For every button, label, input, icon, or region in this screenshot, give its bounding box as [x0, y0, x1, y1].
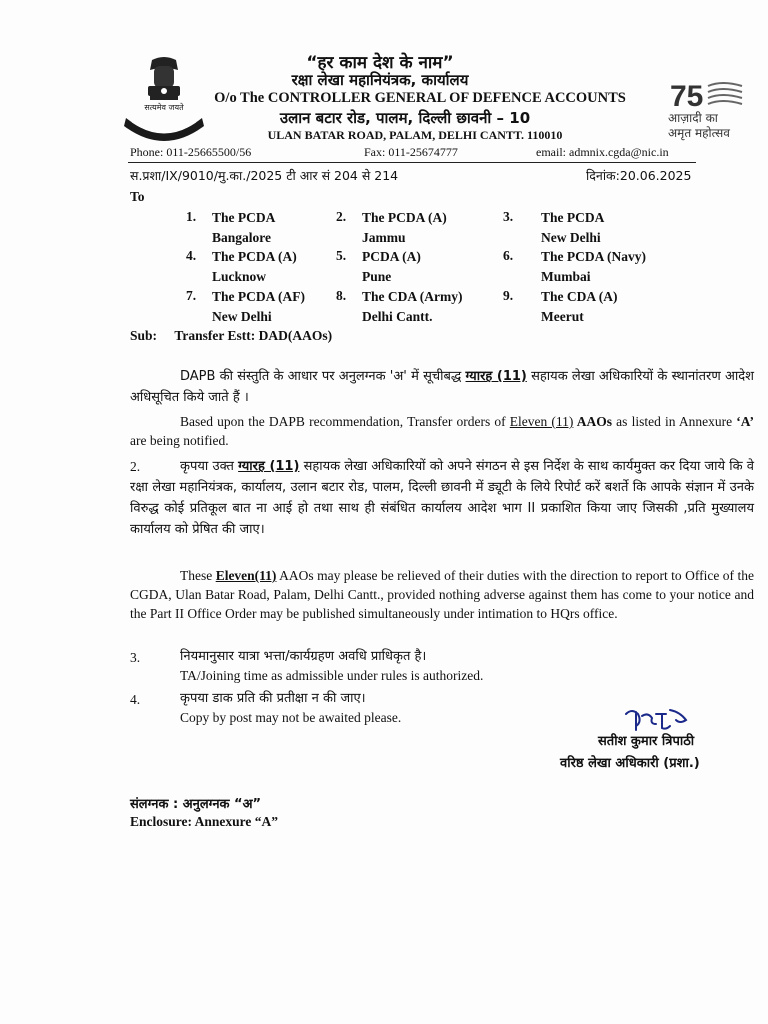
addressee-number: 4.: [186, 248, 197, 263]
addressee-line2: Jammu: [362, 230, 406, 245]
addressee-line2: New Delhi: [541, 230, 601, 245]
addressee-line1: The PCDA (A): [212, 249, 297, 264]
azadi-ka-amrit-mahotsav-logo: [668, 78, 748, 110]
addressee-item: [212, 208, 275, 248]
para1-hindi-count: ग्यारह (11): [465, 369, 527, 384]
para1-english-text: Based upon the DAPB recommendation, Transfer orders of: [180, 414, 510, 429]
subject-text: Transfer Estt: DAD(AAOs): [174, 328, 333, 343]
para1-english: [130, 412, 754, 450]
signatory-designation: वरिष्ठ लेखा अधिकारी (प्रशा.): [560, 756, 700, 771]
letter-date: दिनांक:20.06.2025: [586, 168, 692, 183]
addressee-number: 7.: [186, 288, 197, 303]
addressee-item: [362, 247, 421, 287]
addressee-line1: The PCDA (A): [362, 210, 447, 225]
azadi-logo-text-1: आज़ादी का: [668, 111, 718, 125]
para3-english: TA/Joining time as admissible under rules is authorized.: [180, 668, 484, 683]
azadi-logo-number: 75: [670, 80, 704, 110]
addressee-line2: Lucknow: [212, 269, 267, 284]
para2-english-text-end: AAOs may please be relieved of their duties with the direction to report to Office of the CGDA, Ulan Batar Road, Palam, Delhi Cantt., provided nothing adverse against them has come to your notice and the Part II Office Order may be published simultaneously under intimation to HQrs office.: [130, 568, 754, 621]
addressee-number: 1.: [186, 209, 197, 224]
para2-hindi: [130, 456, 754, 540]
letterhead-address-hindi: उलान बटार रोड, पालम, दिल्ली छावनी – 10: [279, 109, 531, 127]
para3-hindi: नियमानुसार यात्रा भत्ता/कार्यग्रहण अवधि प्राधिकृत है।: [180, 649, 427, 664]
addressee-item: [541, 247, 646, 287]
letterhead-office-english: O/o The CONTROLLER GENERAL OF DEFENCE ACCOUNTS: [214, 90, 626, 106]
svg-text:सत्यमेव जयते: सत्यमेव जयते: [144, 103, 184, 112]
addressee-line1: The PCDA: [541, 210, 605, 225]
enclosure-english: Enclosure: Annexure “A”: [130, 814, 279, 829]
letterhead-phone: Phone: 011-25665500/56: [130, 145, 252, 159]
addressee-line2: Mumbai: [541, 269, 591, 284]
signatory-name: सतीश कुमार त्रिपाठी: [598, 734, 695, 749]
addressee-line2: Bangalore: [212, 230, 272, 245]
para2-hindi-text: कृपया उक्त: [180, 459, 239, 474]
addressee-item: [212, 287, 305, 327]
para4-hindi: कृपया डाक प्रति की प्रतीक्षा न की जाए।: [180, 691, 366, 706]
letterhead-office-hindi: रक्षा लेखा महानियंत्रक, कार्यालय: [291, 71, 469, 89]
addressee-line1: PCDA (A): [362, 249, 421, 264]
addressee-item: [541, 208, 604, 248]
letterhead-fax: Fax: 011-25674777: [364, 145, 458, 159]
addressee-number: 3.: [503, 209, 514, 224]
addressee-line2: Meerut: [541, 309, 584, 324]
para1-english-text-end: are being notified.: [130, 433, 229, 448]
para2-hindi-count: ग्यारह (11): [238, 459, 300, 474]
to-label: To: [130, 189, 145, 204]
addressee-line1: The PCDA (Navy): [541, 249, 646, 264]
para2-english-count: Eleven(11): [215, 568, 277, 583]
para3-number: 3.: [130, 650, 141, 665]
para1-english-annexure: ‘A’: [736, 414, 754, 429]
letterhead-address-english: ULAN BATAR ROAD, PALAM, DELHI CANTT. 110010: [267, 128, 563, 142]
para1-english-aaos: AAOs: [573, 414, 613, 429]
addressee-item: [362, 208, 447, 248]
addressee-number: 9.: [503, 288, 514, 303]
addressee-line1: The CDA (A): [541, 289, 618, 304]
addressee-number: 8.: [336, 288, 347, 303]
para4-english: Copy by post may not be awaited please.: [180, 710, 402, 725]
addressee-number: 6.: [503, 248, 514, 263]
para1-hindi-text: DAPB की संस्तुति के आधार पर अनुलग्नक 'अ' में सूचीबद्ध: [180, 369, 466, 384]
letterhead-motto: “हर काम देश के नाम”: [306, 53, 454, 73]
para2-hindi-text-end: सहायक लेखा अधिकारियों को अपने संगठन से इस निर्देश के साथ कार्यमुक्त कर दिया जाये कि वे रक्षा लेखा महानियंत्रक, कार्यालय, उलान बटार रोड, पालम, दिल्ली छावनी में ड्यूटी के लिये रिपोर्ट करें बशर्ते कि आपके संज्ञान में उनके विरुद्ध कोई प्रतिकूल बात ना आई हो तथा साथ ही संबंधित कार्यालय आदेश भाग II प्रकाशित किया जाए जिसकी ,प्रति मुख्यालय कार्यालय को प्रेषित की जाए।: [130, 459, 754, 537]
letterhead-email: email: admnix.cgda@nic.in: [536, 145, 669, 159]
letterhead-divider: [128, 162, 696, 163]
addressee-item: [212, 247, 297, 287]
para1-english-count: Eleven (11): [509, 414, 574, 429]
azadi-logo-text-2: अमृत महोत्सव: [668, 126, 730, 140]
addressee-item: [362, 287, 463, 327]
subject-label: Sub:: [130, 328, 158, 343]
addressee-number: 5.: [336, 248, 347, 263]
enclosure-hindi: संलग्नक : अनुलग्नक “अ”: [130, 797, 262, 812]
addressee-line1: The PCDA (AF): [212, 289, 305, 304]
para1-english-text-mid: as listed in Annexure: [612, 414, 737, 429]
addressee-line2: Delhi Cantt.: [362, 309, 433, 324]
addressee-line1: The CDA (Army): [362, 289, 463, 304]
para2-english: [130, 566, 754, 623]
addressee-line1: The PCDA: [212, 210, 276, 225]
para2-english-text: These: [180, 568, 216, 583]
para2-number: 2.: [130, 459, 141, 474]
addressee-line2: New Delhi: [212, 309, 272, 324]
addressee-line2: Pune: [362, 269, 392, 284]
reference-number: स.प्रशा/IX/9010/मु.का./2025 टी आर सं 204 से 214: [130, 168, 399, 183]
para1-hindi-text-end: सहायक लेखा अधिकारियों के स्थानांतरण आदेश अधिसूचित किये जाते हैं ।: [130, 369, 755, 405]
para1-hindi: [130, 366, 754, 408]
para4-number: 4.: [130, 692, 141, 707]
subject-line: [130, 328, 332, 344]
handwritten-signature: [622, 704, 692, 732]
addressee-number: 2.: [336, 209, 347, 224]
addressee-item: [541, 287, 618, 327]
